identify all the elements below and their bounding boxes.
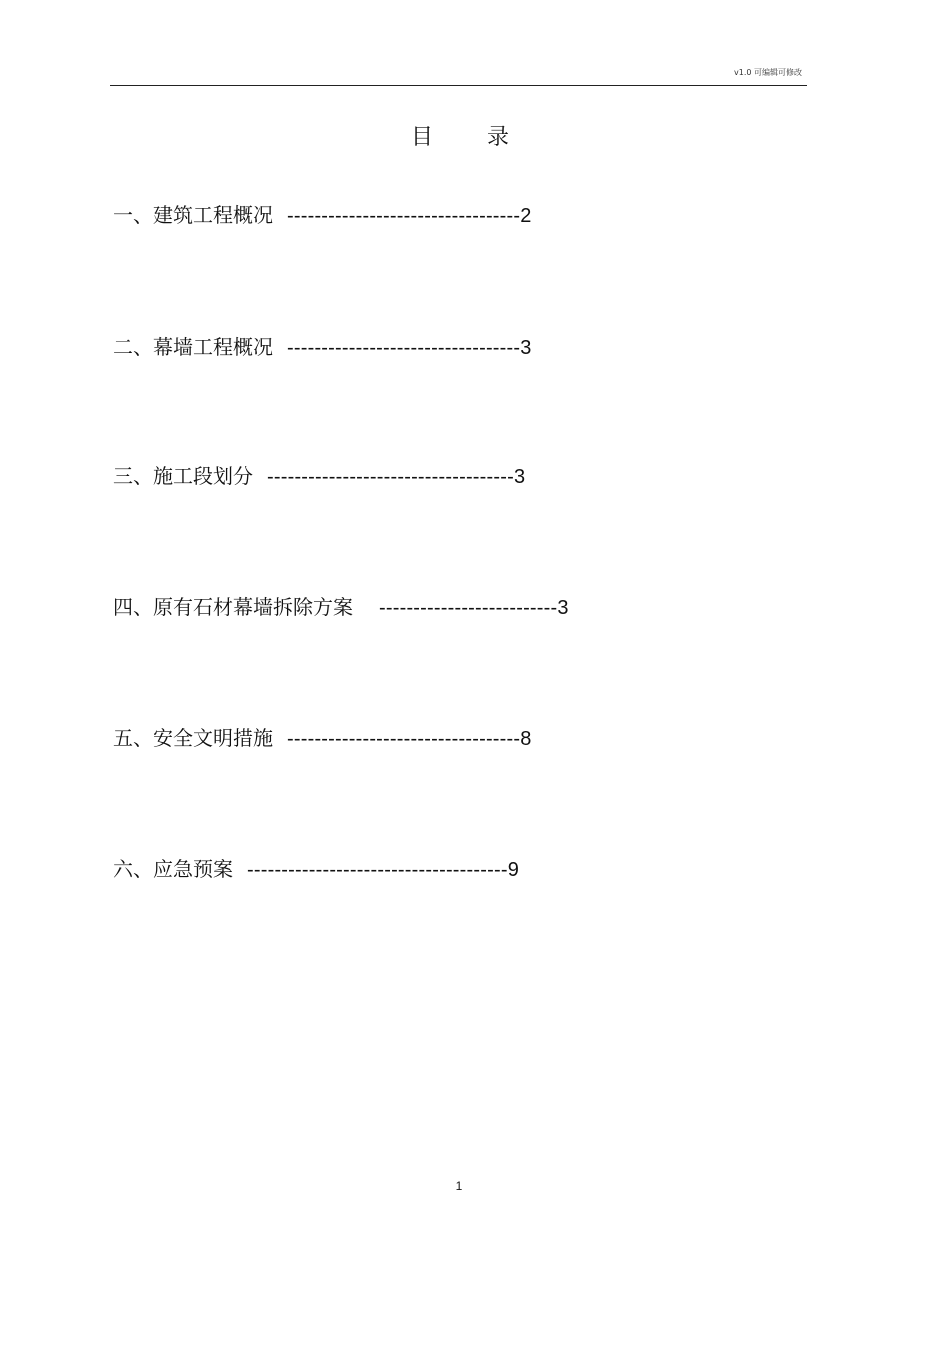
toc-entry[interactable] xyxy=(113,726,531,751)
toc-entry-page: 3 xyxy=(520,337,532,359)
toc-entry-label: 二、幕墙工程概况 xyxy=(113,335,273,359)
toc-entry-label: 五、安全文明措施 xyxy=(113,726,273,750)
toc-entry-label: 三、施工段划分 xyxy=(113,464,253,488)
toc-title: 目录 xyxy=(410,125,563,150)
header-version-note: v1.0 可编辑可修改 xyxy=(734,68,802,77)
toc-entry[interactable] xyxy=(113,595,569,620)
toc-entry-page: 8 xyxy=(520,728,532,750)
toc-entry-page: 2 xyxy=(520,205,532,227)
toc-entry-page: 9 xyxy=(507,859,519,881)
toc-entry-leader: -------------------------- xyxy=(379,597,558,619)
toc-entry-leader: ---------------------------------- xyxy=(287,337,521,359)
header-divider xyxy=(110,85,807,86)
toc-entry-leader: ---------------------------------- xyxy=(287,728,521,750)
footer-page-number: 1 xyxy=(455,1179,463,1193)
toc-entry[interactable] xyxy=(113,857,519,882)
toc-entry-leader: -------------------------------------- xyxy=(247,859,508,881)
toc-entry-label: 四、原有石材幕墙拆除方案 xyxy=(113,595,353,619)
toc-entry-page: 3 xyxy=(557,597,569,619)
toc-entry[interactable] xyxy=(113,335,531,360)
toc-entry-label: 一、建筑工程概况 xyxy=(113,203,273,227)
toc-entry-leader: ------------------------------------ xyxy=(267,466,514,488)
toc-entry-leader: ---------------------------------- xyxy=(287,205,521,227)
toc-entry[interactable] xyxy=(113,203,531,228)
toc-entry-page: 3 xyxy=(513,466,526,488)
toc-entry[interactable] xyxy=(113,464,525,489)
toc-entry-label: 六、应急预案 xyxy=(113,857,233,881)
